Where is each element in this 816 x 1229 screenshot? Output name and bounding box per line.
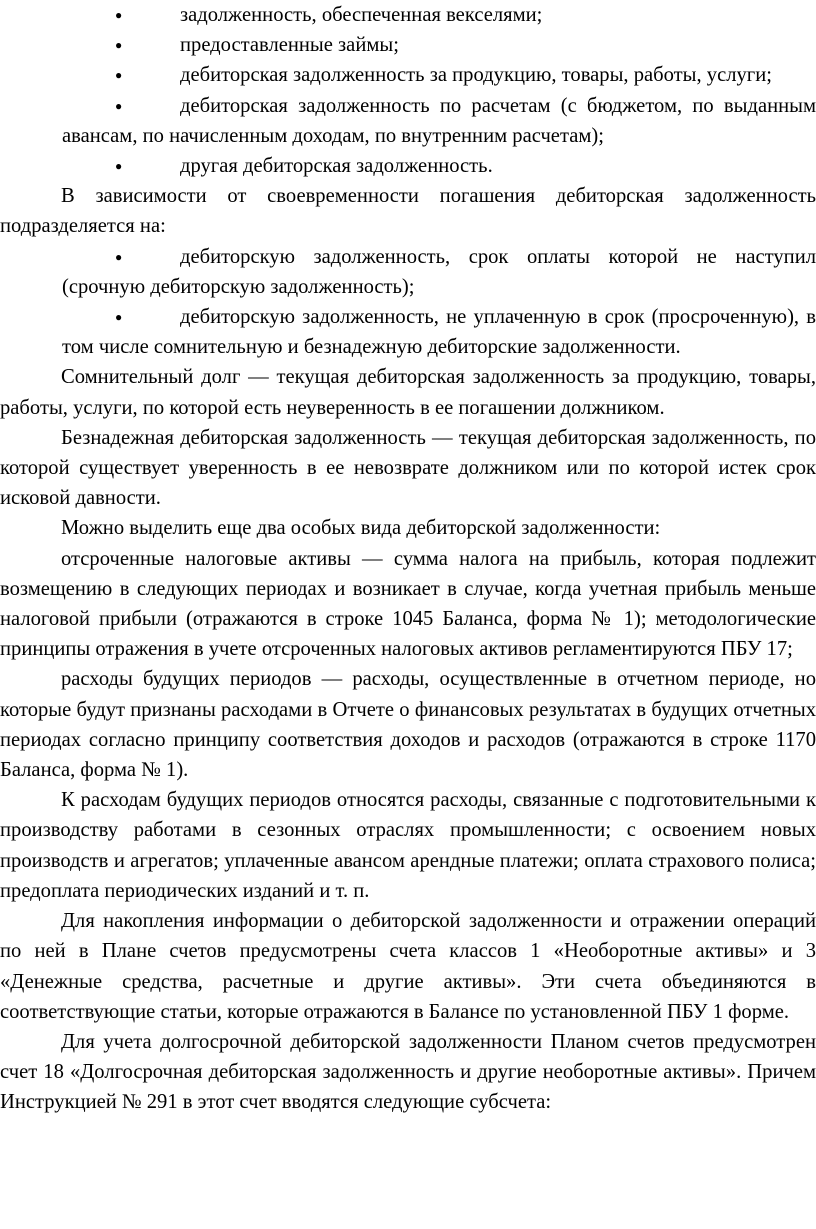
- bullet-item: [0, 302, 816, 362]
- paragraph: К расходам будущих периодов относятся расходы, связанные с подготовительными к производству работами в сезонных отраслях промышленности; с освоением новых производств и агрегатов; уплаченные авансом арендные платежи; оплата страхового полиса; предоплата периодических изданий и т. п.: [0, 789, 816, 902]
- paragraph: В зависимости от своевременности погашения дебиторская задолженность подразделяется на:: [0, 185, 816, 238]
- paragraph: Можно выделить еще два особых вида дебиторской задолженности:: [61, 517, 661, 540]
- bullet-item: [0, 151, 816, 181]
- paragraph: расходы будущих периодов — расходы, осуществленные в отчетном периоде, но которые будут признаны расходами в Отчете о финансовых результатах в будущих отчетных периодах согласно принципу соответствия доходов и расходов (отражаются в строке 1170 Баланса, форма № 1).: [0, 668, 816, 782]
- bullet-text: другая дебиторская задолженность.: [180, 155, 493, 178]
- bullet-dot-icon: ●: [115, 98, 123, 113]
- bullet-dot-icon: ●: [115, 8, 123, 22]
- bullet-item: [0, 242, 816, 302]
- bullet-dot-icon: ●: [115, 310, 123, 325]
- bullet-item: [0, 30, 816, 60]
- paragraph: отсроченные налоговые активы — сумма налога на прибыль, которая подлежит возмещению в следующих периодах и возникает в случае, когда учетная прибыль меньше налоговой прибыли (отражаются в строке 1045 Баланса, форма № 1); методологические принципы отражения в учете отсроченных налоговых активов регламентируются ПБУ 17;: [0, 547, 816, 661]
- bullet-dot-icon: ●: [115, 68, 123, 83]
- bullet-dot-icon: ●: [115, 159, 123, 174]
- paragraph: Для накопления информации о дебиторской задолженности и отражении операций по ней в Плане счетов предусмотрены счета классов 1 «Необоротные активы» и 3 «Денежные средства, расчетные и другие активы». Эти счета объединяются в соответствующие статьи, которые отражаются в Балансе по установленной ПБУ 1 форме.: [0, 910, 816, 1023]
- bullet-item: [0, 91, 816, 151]
- bullet-text: дебиторскую задолженность, не уплаченную в срок (просроченную), в том числе сомнительную и безнадежную дебиторские задолженности.: [62, 306, 816, 359]
- bullet-text: задолженность, обеспеченная векселями;: [180, 4, 543, 26]
- bullet-item: [0, 0, 816, 30]
- bullet-text: дебиторскую задолженность, срок оплаты которой не наступил (срочную дебиторскую задолженность);: [62, 245, 816, 298]
- paragraph: Для учета долгосрочной дебиторской задолженности Планом счетов предусмотрен счет 18 «Долгосрочная дебиторская задолженность и другие необоротные активы». Причем Инструкцией № 291 в этот счет вводятся следующие субсчета:: [0, 1030, 816, 1114]
- bullet-dot-icon: ●: [115, 249, 123, 264]
- bullet-text: дебиторская задолженность за продукцию, товары, работы, услуги;: [180, 64, 772, 87]
- bullet-item: [0, 60, 816, 90]
- bullet-dot-icon: ●: [115, 38, 123, 53]
- paragraph: Безнадежная дебиторская задолженность — текущая дебиторская задолженность, по которой существует уверенность в ее невозврате должником или по которой истек срок исковой давности.: [0, 426, 816, 510]
- paragraph: Сомнительный долг — текущая дебиторская задолженность за продукцию, товары, работы, услуги, по которой есть неуверенность в ее погашении должником.: [0, 366, 816, 419]
- bullet-text: дебиторская задолженность по расчетам (с бюджетом, по выданным авансам, по начисленным доходам, по внутренним расчетам);: [62, 94, 816, 147]
- bullet-text: предоставленные займы;: [180, 34, 399, 57]
